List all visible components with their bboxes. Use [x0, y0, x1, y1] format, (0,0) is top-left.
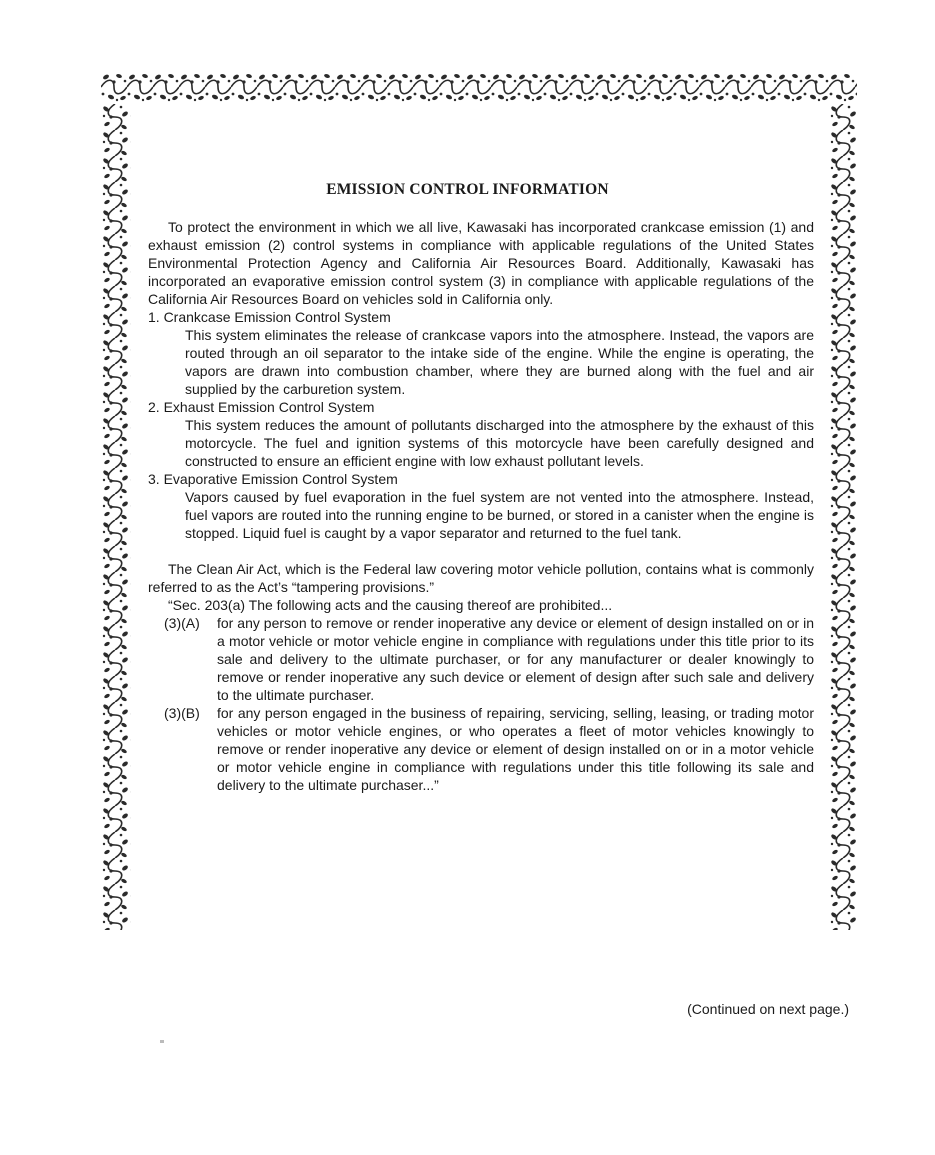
page-title: EMISSION CONTROL INFORMATION: [326, 181, 609, 198]
scan-speck: [160, 1040, 164, 1043]
paragraph-spacer: [148, 542, 814, 560]
document-body: [148, 218, 814, 794]
clause-list: [148, 614, 814, 794]
list-item: [148, 308, 814, 398]
clause-label: (3)(B): [164, 705, 200, 721]
section-quote: “Sec. 203(a) The following acts and the causing thereof are prohibited...: [168, 597, 613, 613]
list-item-body: This system eliminates the release of crankcase vapors into the atmosphere. Instead, the vapors are routed through an oil separator to the intake side of the engine. While the engine is operating, the vapors are drawn into combustion chamber, where they are burned along with the fuel and air supplied by the carburetion system.: [185, 327, 814, 397]
emission-system-list: [148, 308, 814, 542]
list-item-heading: 1. Crankcase Emission Control System: [148, 309, 391, 325]
clause-label: (3)(A): [164, 615, 200, 631]
list-item-body: Vapors caused by fuel evaporation in the fuel system are not vented into the atmosphere. Instead, fuel vapors are routed into the running engine to be burned, or stored in a canister when the engine is stopped. Liquid fuel is caught by a vapor separator and returned to the fuel tank.: [185, 489, 814, 541]
clause-text: for any person engaged in the business of repairing, servicing, selling, leasing, or trading motor vehicles or motor vehicle engines, or who operates a fleet of motor vehicles knowingly to remove or render inoperative any device or element of design installed on or in a motor vehicle or motor vehicle engine in compliance with regulations under this title following its sale and delivery to the ultimate purchaser...”: [217, 705, 814, 793]
clause-text: for any person to remove or render inoperative any device or element of design installed on or in a motor vehicle or motor vehicle engine in compliance with regulations under this title prior to its sale and delivery to the ultimate purchaser, or for any manufacturer or dealer knowingly to remove or render inoperative any such device or element of design after such sale and delivery to the ultimate purchaser.: [217, 615, 814, 703]
clause-item: [148, 614, 814, 704]
list-item-body: This system reduces the amount of pollutants discharged into the atmosphere by the exhaust of this motorcycle. The fuel and ignition systems of this motorcycle have been carefully designed and constructed to ensure an efficient engine with low exhaust pollutant levels.: [185, 417, 814, 469]
continued-note: (Continued on next page.): [687, 1001, 849, 1017]
decorative-border-right: [829, 104, 857, 930]
decorative-border-top: [101, 70, 857, 104]
list-item-heading: 3. Evaporative Emission Control System: [148, 471, 398, 487]
list-item: [148, 470, 814, 542]
clean-air-act-paragraph: The Clean Air Act, which is the Federal law covering motor vehicle pollution, contains what is commonly referred to as the Act’s “tampering provisions.”: [148, 561, 814, 595]
decorative-border-left: [101, 104, 131, 930]
clause-item: [148, 704, 814, 794]
list-item-heading: 2. Exhaust Emission Control System: [148, 399, 375, 415]
list-item: [148, 398, 814, 470]
intro-paragraph: To protect the environment in which we all live, Kawasaki has incorporated crankcase emission (1) and exhaust emission (2) control systems in compliance with applicable regulations of the United States Environmental Protection Agency and California Air Resources Board. Additionally, Kawasaki has incorporated an evaporative emission control system (3) in compliance with applicable regulations of the California Air Resources Board on vehicles sold in California only.: [148, 219, 814, 307]
